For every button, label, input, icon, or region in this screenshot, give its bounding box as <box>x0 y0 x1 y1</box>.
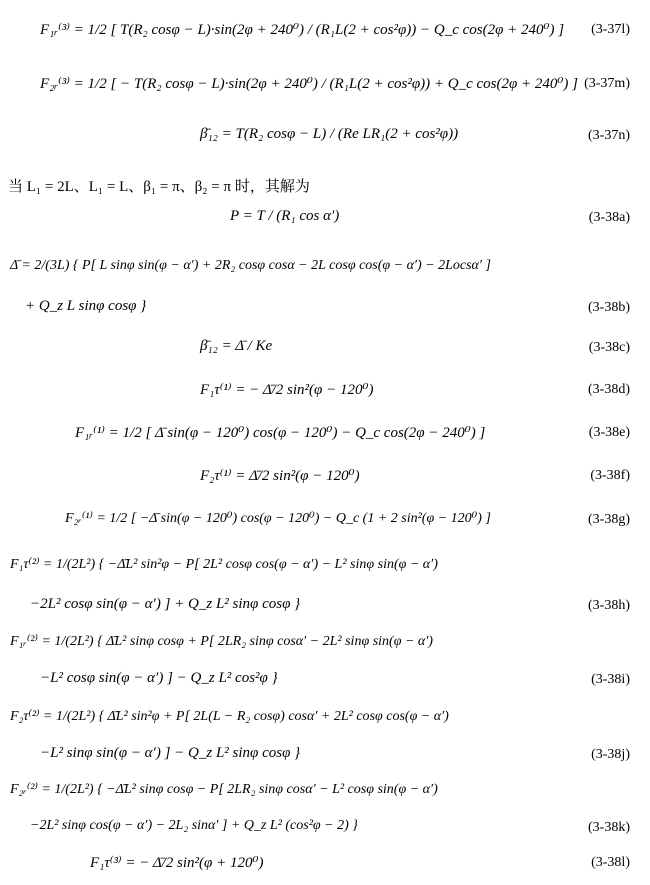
equation-number: (3-38a) <box>588 210 630 225</box>
equation-number: (3-38d) <box>588 382 630 397</box>
equation-text: F₁ᵣ⁽²⁾ = 1/(2L²) { Δ̄L² sinφ cosφ + P[ 2LR₂ sinφ cosα′ − 2L² sinφ sin(φ − α′) <box>10 634 433 649</box>
equation-number: (3-38g) <box>588 512 630 527</box>
equation-text: −2L² sinφ cos(φ − α′) − 2L₂ sinα′ ] + Q_z L² (cos²φ − 2) } <box>30 818 358 833</box>
equation-text: β̄₁₂ = T(R₂ cosφ − L) / (Re LR₁(2 + cos²φ)) <box>200 126 459 142</box>
equation-number: (3-37l) <box>591 22 630 37</box>
equation-text: F₁τ⁽³⁾ = − Δ̄/2 sin²(φ + 120⁰) <box>90 855 264 871</box>
equation-text: F₁ᵣ⁽¹⁾ = 1/2 [ Δ̄ sin(φ − 120⁰) cos(φ − 120⁰) − Q_c cos(2φ − 240⁰) ] <box>75 425 486 441</box>
equation-text: −2L² cosφ sin(φ − α′) ] + Q_z L² sinφ cosφ } <box>30 596 301 612</box>
equation-number: (3-38c) <box>588 340 630 355</box>
equation-number: (3-38i) <box>591 672 630 687</box>
equation-text: −L² sinφ sin(φ − α′) ] − Q_z L² sinφ cosφ } <box>40 745 301 761</box>
equation-text: F₁ᵣ⁽³⁾ = 1/2 [ T(R₂ cosφ − L)·sin(2φ + 240⁰) / (R₁L(2 + cos²φ)) − Q_c cos(2φ + 240⁰) ] <box>40 22 565 38</box>
equation-text: + Q_z L sinφ cosφ } <box>25 298 147 314</box>
equation-text: F₂τ⁽²⁾ = 1/(2L²) { Δ̄L² sin²φ + P[ 2L(L − R₂ cosφ) cosα′ + 2L² cosφ cos(φ − α′) <box>10 709 449 724</box>
equation-number: (3-37n) <box>588 128 630 143</box>
equation-text: F₁τ⁽²⁾ = 1/(2L²) { −Δ̄L² sin²φ − P[ 2L² cosφ cos(φ − α′) − L² sinφ sin(φ − α′) <box>10 557 438 572</box>
equation-text: F₂ᵣ⁽¹⁾ = 1/2 [ −Δ̄ sin(φ − 120⁰) cos(φ − 120⁰) − Q_c (1 + 2 sin²(φ − 120⁰) ] <box>65 511 491 526</box>
equation-number: (3-38h) <box>588 598 630 613</box>
equation-text: −L² cosφ sin(φ − α′) ] − Q_z L² cos²φ } <box>40 670 278 686</box>
equation-text: F₂ᵣ⁽³⁾ = 1/2 [ − T(R₂ cosφ − L)·sin(2φ + 240⁰) / (R₁L(2 + cos²φ)) + Q_c cos(2φ + 240⁰) ] <box>40 76 578 92</box>
equation-number: (3-38k) <box>588 820 630 835</box>
equation-number: (3-38b) <box>588 300 630 315</box>
equation-number: (3-38l) <box>591 855 630 870</box>
equation-number: (3-38j) <box>591 747 630 762</box>
equation-text: F₁τ⁽¹⁾ = − Δ̄/2 sin²(φ − 120⁰) <box>200 382 374 398</box>
equation-number: (3-37m) <box>584 76 630 91</box>
equation-text: P = T / (R₁ cos α′) <box>230 208 340 224</box>
equation-number: (3-38f) <box>590 468 630 483</box>
equation-number: (3-38e) <box>588 425 630 440</box>
equation-text: Δ̄ = 2/(3L) { P[ L sinφ sin(φ − α′) + 2R₂ cosφ cosα − 2L cosφ cos(φ − α′) − 2Locsα′ ] <box>10 258 491 273</box>
intro-text: 当 L₁ = 2L、L₁ = L、β₁ = π、β₂ = π 时，其解为 <box>8 179 310 195</box>
equation-text: β̄₁₂ = Δ̄ / Ke <box>200 338 273 354</box>
equation-text: F₂τ⁽¹⁾ = Δ̄/2 sin²(φ − 120⁰) <box>200 468 360 484</box>
equation-text: F₂ᵣ⁽²⁾ = 1/(2L²) { −Δ̄L² sinφ cosφ − P[ 2LR₂ sinφ cosα′ − L² cosφ sin(φ − α′) <box>10 782 438 797</box>
